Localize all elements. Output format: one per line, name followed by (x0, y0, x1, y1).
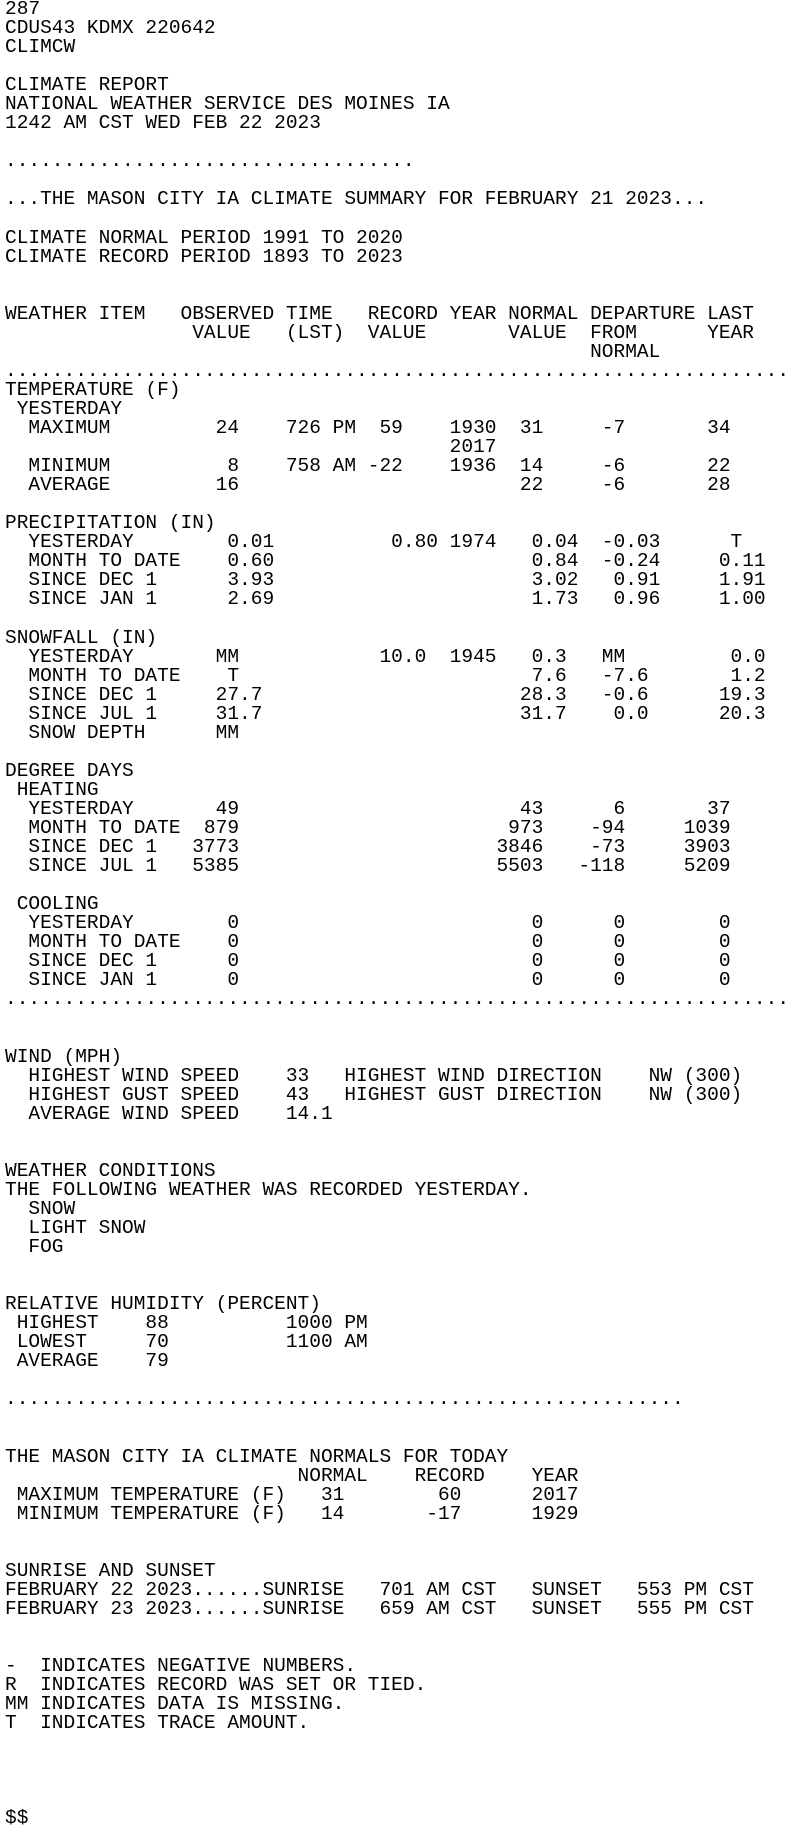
report-line: SINCE DEC 1 0 0 0 0 (5, 950, 731, 973)
report-line: MM INDICATES DATA IS MISSING. (5, 1693, 345, 1716)
report-line (5, 876, 810, 895)
report-line: CLIMCW (5, 36, 76, 59)
report-line: HIGHEST GUST SPEED 43 HIGHEST GUST DIRECTION NW (300) (5, 1083, 743, 1106)
report-line: LOWEST 70 1100 AM (5, 1331, 368, 1354)
report-line: MONTH TO DATE T 7.6 -7.6 1.2 (5, 664, 766, 687)
report-line: SUNRISE AND SUNSET (5, 1559, 216, 1582)
report-line (5, 610, 810, 629)
report-line: YESTERDAY (5, 397, 123, 420)
report-line: SNOW DEPTH MM (5, 721, 240, 744)
report-line: WEATHER CONDITIONS (5, 1159, 216, 1182)
report-line (5, 1009, 810, 1028)
report-line (5, 1429, 810, 1448)
report-line (5, 1790, 810, 1809)
report-line: PRECIPITATION (IN) (5, 512, 216, 535)
report-line: MONTH TO DATE 0 0 0 0 (5, 931, 731, 954)
report-line (5, 1124, 810, 1143)
report-line (5, 1409, 810, 1428)
report-line: SINCE JAN 1 0 0 0 0 (5, 969, 731, 992)
report-line: NATIONAL WEATHER SERVICE DES MOINES IA (5, 93, 450, 116)
report-line: COOLING (5, 893, 99, 916)
report-line (5, 1029, 810, 1048)
report-line (5, 286, 810, 305)
report-line: THE MASON CITY IA CLIMATE NORMALS FOR TODAY (5, 1445, 509, 1468)
report-line: MAXIMUM TEMPERATURE (F) 31 60 2017 (5, 1483, 579, 1506)
report-line: ...THE MASON CITY IA CLIMATE SUMMARY FOR FEBRUARY 21 2023... (5, 188, 708, 211)
report-line (5, 1143, 810, 1162)
report-line (5, 1752, 810, 1771)
report-line: 1242 AM CST WED FEB 22 2023 (5, 112, 321, 135)
report-line: AVERAGE 79 (5, 1350, 169, 1373)
report-line: MINIMUM TEMPERATURE (F) 14 -17 1929 (5, 1502, 579, 1525)
report-line: SINCE DEC 1 3773 3846 -73 3903 (5, 836, 731, 859)
report-line: AVERAGE WIND SPEED 14.1 (5, 1102, 333, 1125)
report-line: SNOW (5, 1197, 76, 1220)
report-line: LIGHT SNOW (5, 1217, 146, 1239)
report-line (5, 267, 810, 286)
report-line: YESTERDAY 0.01 0.80 1974 0.04 -0.03 T (5, 531, 743, 554)
report-line: ................................... (5, 150, 415, 173)
report-line: WIND (MPH) (5, 1045, 123, 1068)
report-line (5, 1733, 810, 1752)
report-line (5, 1543, 810, 1562)
report-line: T INDICATES TRACE AMOUNT. (5, 1712, 310, 1735)
report-line: FEBRUARY 22 2023......SUNRISE 701 AM CST SUNSET 553 PM CST (5, 1578, 754, 1601)
report-line: 287 (5, 0, 41, 20)
report-line: RELATIVE HUMIDITY (PERCENT) (5, 1293, 321, 1316)
report-line: $$ (5, 1807, 29, 1830)
report-line: YESTERDAY 49 43 6 37 (5, 797, 731, 820)
report-line: DEGREE DAYS (5, 759, 134, 782)
report-line: ................................................................... (5, 988, 790, 1011)
report-line (5, 210, 810, 229)
report-line: CLIMATE RECORD PERIOD 1893 TO 2023 (5, 245, 403, 268)
report-line: MONTH TO DATE 879 973 -94 1039 (5, 817, 731, 840)
report-line: SINCE DEC 1 3.93 3.02 0.91 1.91 (5, 569, 766, 592)
report-line (5, 1619, 810, 1638)
report-line: NORMAL RECORD YEAR (5, 1464, 579, 1487)
report-line: MAXIMUM 24 726 PM 59 1930 31 -7 34 (5, 417, 731, 440)
report-line: YESTERDAY MM 10.0 1945 0.3 MM 0.0 (5, 645, 766, 668)
report-line: SINCE DEC 1 27.7 28.3 -0.6 19.3 (5, 683, 766, 706)
report-line: MONTH TO DATE 0.60 0.84 -0.24 0.11 (5, 550, 766, 573)
report-line: SINCE JUL 1 5385 5503 -118 5209 (5, 855, 731, 878)
report-line: SNOWFALL (IN) (5, 626, 158, 649)
report-line: MINIMUM 8 758 AM -22 1936 14 -6 22 (5, 455, 731, 478)
report-line: HIGHEST WIND SPEED 33 HIGHEST WIND DIRECTION NW (300) (5, 1064, 743, 1087)
report-line: 2017 (5, 436, 497, 459)
report-line: FEBRUARY 23 2023......SUNRISE 659 AM CST SUNSET 555 PM CST (5, 1597, 754, 1620)
report-line: CLIMATE NORMAL PERIOD 1991 TO 2020 (5, 226, 403, 249)
report-line: VALUE (LST) VALUE VALUE FROM YEAR (5, 321, 754, 344)
report-line: .......................................................... (5, 1388, 684, 1411)
report-line: - INDICATES NEGATIVE NUMBERS. (5, 1655, 357, 1678)
report-line: CLIMATE REPORT (5, 74, 169, 97)
report-line: TEMPERATURE (F) (5, 378, 181, 401)
report-line: SINCE JUL 1 31.7 31.7 0.0 20.3 (5, 702, 766, 725)
report-line: NORMAL (5, 340, 661, 363)
report-line: YESTERDAY 0 0 0 0 (5, 912, 731, 935)
report-line: ................................................................... (5, 359, 790, 382)
report-line (5, 1524, 810, 1543)
report-line: THE FOLLOWING WEATHER WAS RECORDED YESTERDAY. (5, 1178, 532, 1201)
report-line (5, 1257, 810, 1276)
report-line: HIGHEST 88 1000 PM (5, 1312, 368, 1335)
report-line: CDUS43 KDMX 220642 (5, 17, 216, 40)
report-line: WEATHER ITEM OBSERVED TIME RECORD YEAR NORMAL DEPARTURE LAST (5, 302, 754, 325)
report-line: HEATING (5, 778, 99, 801)
report-line: R INDICATES RECORD WAS SET OR TIED. (5, 1674, 427, 1697)
report-line: AVERAGE 16 22 -6 28 (5, 474, 731, 497)
report-line: SINCE JAN 1 2.69 1.73 0.96 1.00 (5, 588, 766, 611)
report-line (5, 1771, 810, 1790)
report-line: FOG (5, 1236, 64, 1259)
